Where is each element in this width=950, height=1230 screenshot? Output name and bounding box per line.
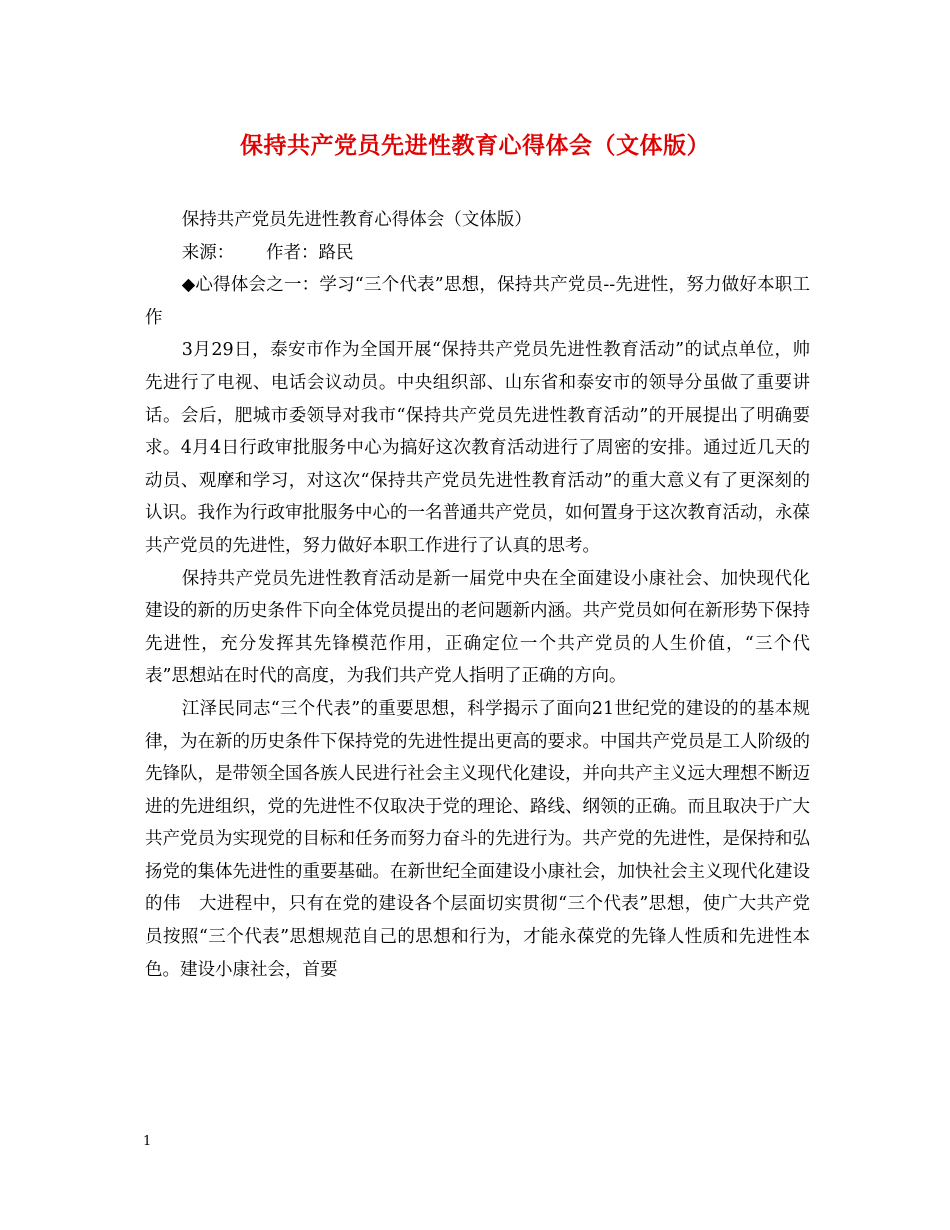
- body-paragraph: 3月29日，泰安市作为全国开展“保持共产党员先进性教育活动”的试点单位，帅先进行了电视、电话会议动员。中央组织部、山东省和泰安市的领导分虽做了重要讲话。会后，肥城市委领导对我市“保持共产党员先进性教育活动”的开展提出了明确要求。4月4日行政审批服务中心为搞好这次教育活动进行了周密的安排。通过近几天的动员、观摩和学习，对这次“保持共产党员先进性教育活动”的重大意义有了更深刻的认识。我作为行政审批服务中心的一名普通共产党员，如何置身于这次教育活动，永葆共产党员的先进性，努力做好本职工作进行了认真的思考。: [145, 340, 810, 556]
- document-title: 保持共产党员先进性教育心得体会（文体版）: [240, 133, 710, 159]
- document-body: [145, 204, 810, 986]
- body-paragraph: 保持共产党员先进性教育活动是新一届党中央在全面建设小康社会、加快现代化建设的新的历史条件下向全体党员提出的老问题新内涵。共产党员如何在新形势下保持先进性，充分发挥其先锋模范作用，正确定位一个共产党员的人生价值，“三个代表”思想站在时代的高度，为我们共产党人指明了正确的方向。: [145, 568, 810, 687]
- body-paragraph-section-heading: ◆心得体会之一：学习“三个代表”思想，保持共产党员--先进性，努力做好本职工作: [145, 275, 810, 328]
- page-number: 1: [143, 1134, 152, 1149]
- body-paragraph-source-author: 来源： 作者：路民: [181, 242, 354, 263]
- body-paragraph-subtitle: 保持共产党员先进性教育心得体会（文体版）: [181, 210, 532, 230]
- body-paragraph: 江泽民同志“三个代表”的重要思想，科学揭示了面向21世纪党的建设的的基本规律，为在新的历史条件下保持党的先进性提出更高的要求。中国共产党员是工人阶级的先锋队，是带领全国各族人民进行社会主义现代化建设，并向共产主义远大理想不断迈进的先进组织，党的先进性不仅取决于党的理论、路线、纲领的正确。而且取决于广大共产党员为实现党的目标和任务而努力奋斗的先进行为。共产党的先进性，是保持和弘扬党的集体先进性的重要基础。在新世纪全面建设小康社会，加快社会主义现代化建设的伟 大进程中，只有在党的建设各个层面切实贯彻“三个代表”思想，使广大共产党员按照“三个代表”思想规范自己的思想和行为，才能永葆党的先锋人性质和先进性本色。建设小康社会，首要: [145, 698, 810, 980]
